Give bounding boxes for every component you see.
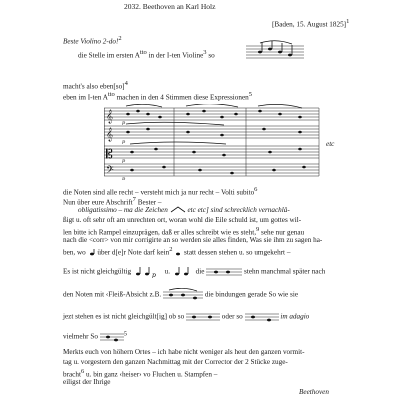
footnote-ref: 2: [118, 35, 122, 42]
text-fragment: macht's also eben[so]: [63, 82, 125, 91]
text-fragment: stehn manchmal später nach: [244, 267, 326, 276]
superscript: tto: [139, 49, 147, 56]
music-fragment: [246, 40, 304, 67]
superscript: tto: [107, 91, 115, 98]
text-line: [78, 206, 290, 214]
text-line: [63, 288, 298, 302]
footnote-ref: 7: [132, 196, 136, 203]
music-symbol: [186, 310, 220, 324]
footnote-ref: 6: [254, 186, 258, 193]
text-fragment: u. bin ganz ‹heiser› vo Fluchen u. Stampfen –: [84, 370, 218, 379]
music-symbol: [100, 330, 124, 344]
text-fragment: die Noten sind alle recht – versteht mich ja nur recht – Volti subito: [63, 188, 255, 197]
music-symbol: [170, 206, 186, 214]
footnote-ref: 6: [80, 368, 85, 375]
text-line: [63, 80, 128, 90]
text-fragment: sehe nur genau: [259, 228, 305, 237]
salutation-text: Beste Violino 2-do!: [63, 37, 119, 46]
signature: Beethoven: [299, 388, 329, 396]
svg-text:𝄢: 𝄢: [106, 164, 114, 178]
footnote-ref: 5: [248, 91, 252, 98]
text-fragment: in der I-ten Violine: [146, 51, 204, 60]
text-fragment: jezt stehen es ist nicht gleichgült[ig] ob so: [63, 312, 185, 321]
text-line: nach die <corr> von mir corrigirte an so werden sie alles finden, Was sie ihm zu sagen ha-: [63, 236, 323, 244]
text-fragment: u.: [164, 267, 171, 276]
music-symbol: [88, 249, 96, 257]
text-line: [63, 330, 127, 344]
letter-heading: 2032. Beethoven an Karl Holz: [124, 2, 216, 11]
svg-text:p: p: [122, 120, 126, 126]
text-fragment: die bindungen gerade So wie sie: [204, 290, 299, 299]
text-fragment: so: [206, 51, 215, 60]
svg-text:p: p: [122, 176, 126, 180]
footnote-ref: 9: [256, 226, 260, 233]
footnote-ref: 2: [169, 246, 173, 253]
text-fragment: oder so: [221, 312, 243, 321]
text-fragment: über d[e]r Note darf kein: [97, 248, 170, 257]
place-date: [272, 18, 349, 28]
text-line: [63, 91, 252, 101]
etc-label: etc: [326, 140, 335, 148]
music-example: [104, 104, 322, 180]
text-line: ßigt u. oft sehr oft am unrechten ort, woran wohl die Eile schuld ist, um gottes wil-: [63, 216, 302, 224]
text-line: [63, 246, 290, 257]
text-fragment: obligatissimo – ma die Zeichen: [78, 206, 168, 214]
svg-text:p: p: [122, 158, 126, 164]
svg-text:p: p: [151, 272, 156, 278]
text-fragment: machen in den 4 Stimmen diese Expressionen: [114, 93, 249, 102]
music-symbol: [172, 266, 194, 278]
text-line: [63, 226, 304, 236]
svg-text:𝄡: 𝄡: [106, 147, 113, 161]
footnote-ref: 5: [123, 330, 127, 338]
text-fragment: len bitte ich Rampel einzuprägen, daß er alles schreibt wie es steht,: [63, 228, 256, 237]
footnote-ref: 3: [203, 49, 207, 56]
text-line: tag u. vorgestern den ganzen Nachmittag mit der Corrector der 2 Stücke zuge-: [63, 358, 288, 366]
footnote-ref: 1: [346, 18, 350, 25]
text-line: [63, 310, 309, 324]
text-line: [63, 186, 257, 196]
text-line: [78, 49, 215, 59]
text-line: Merkts euch von höhern Ortes – ich habe nicht weniger als heut den ganzen vormit-: [63, 348, 305, 356]
svg-text:𝄞: 𝄞: [106, 127, 114, 141]
music-symbol: [206, 266, 242, 278]
text-fragment: die Stelle im ersten A: [78, 51, 140, 60]
svg-text:p: p: [122, 139, 126, 145]
text-line: [63, 368, 217, 378]
music-symbol: [245, 310, 279, 324]
text-fragment: die: [195, 267, 205, 276]
text-fragment: den Noten mit ‹Fleiß-Absicht z.B.: [63, 290, 162, 299]
text-fragment: statt dessen stehen u. so umgekehrt –: [184, 248, 291, 257]
text-fragment: Nun über eure Abschrift: [63, 198, 133, 207]
text-line: [63, 266, 325, 278]
svg-text:𝄞: 𝄞: [106, 109, 114, 123]
text-fragment: bracht: [63, 370, 81, 379]
music-symbol: [133, 266, 163, 278]
music-symbol: [174, 249, 182, 257]
salutation: [63, 35, 122, 45]
footnote-ref: 4: [124, 80, 128, 87]
text-fragment: Bester –: [135, 198, 162, 207]
text-line: [63, 196, 161, 206]
text-fragment: vielmehr So: [63, 332, 98, 341]
place-date-text: [Baden, 15. August 1825]: [272, 20, 347, 29]
text-fragment: etc etc] sind schrecklich vernachlä-: [187, 206, 290, 214]
text-fragment: Es ist nicht gleichgültig: [63, 267, 132, 276]
music-symbol: [163, 288, 203, 302]
text-line: eiligst der Ihrige: [63, 378, 111, 386]
text-fragment: eben im I-ten A: [63, 93, 108, 102]
text-fragment: im adagio: [280, 312, 310, 321]
text-fragment: ben, wo: [63, 248, 86, 257]
